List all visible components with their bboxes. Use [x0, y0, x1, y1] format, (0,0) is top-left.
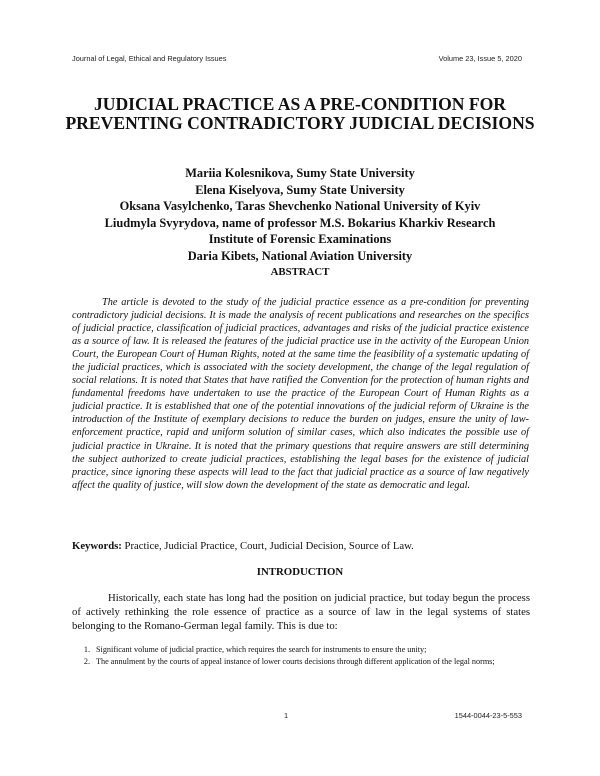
- list-text: The annulment by the courts of appeal instance of lower courts decisions through different application of the legal norms;: [96, 656, 495, 666]
- author-line: Elena Kiselyova, Sumy State University: [195, 182, 405, 197]
- author-line: Liudmyla Svyrydova, name of professor M.S. Bokarius Kharkiv Research: [104, 215, 496, 230]
- keywords-text: Practice, Judicial Practice, Court, Judicial Decision, Source of Law.: [121, 540, 414, 552]
- list-number: 2.: [83, 656, 90, 666]
- paper-title: JUDICIAL PRACTICE AS A PRE-CONDITION FOR PREVENTING CONTRADICTORY JUDICIAL DECISIONS: [65, 94, 535, 133]
- keywords-label: Keywords:: [72, 540, 122, 552]
- list-number: 1.: [83, 645, 90, 654]
- keywords: [72, 540, 529, 552]
- introduction-heading: INTRODUCTION: [256, 566, 344, 578]
- author-list: [60, 165, 540, 265]
- list-text: Significant volume of judicial practice, which requires the search for instruments to ensure the unity;: [96, 645, 427, 654]
- author-line: Mariia Kolesnikova, Sumy State University: [185, 166, 415, 180]
- article-id: 1544-0044-23-5-553: [454, 711, 522, 720]
- volume-issue: Volume 23, Issue 5, 2020: [438, 54, 522, 63]
- running-header: [72, 54, 522, 63]
- journal-name: Journal of Legal, Ethical and Regulatory Issues: [72, 54, 227, 63]
- introduction-text: Historically, each state has long had the position on judicial practice, but today begun the process of actively rethinking the role essence of practice as a source of law in the legal systems of states belonging to the Romano-German legal family. This is due to:: [72, 592, 530, 632]
- author-line: Oksana Vasylchenko, Taras Shevchenko National University of Kyiv: [119, 199, 481, 214]
- page-number: 1: [284, 711, 289, 720]
- abstract-text: The article is devoted to the study of the judicial practice essence as a pre-condition for preventing contradictory judicial decisions. It is made the analysis of recent publications and researches on the specifics of judicial practice, classification of judicial practices, advantages and risks of the judicial practice existence as a source of law. It is released the features of the judicial practice use in the activity of the European Union Court, the European Court of Human Rights, noted at the same time the feasibility of a systematic updating of the judicial practices, which is associated with the society development, the change of the legal regulation of social relations. It is noted that States that have ratified the Convention for the protection of human rights and fundamental freedoms have undertaken to use the practice of the European Court of Human Rights as a judicial practice. It is established that one of the potential innovations of the judicial reform of Ukraine is the introduction of the Institute of exemplary decisions to reduce the burden on judges, ensure the unity of law-enforcement practice, rapid and uniform solution of similar cases, which also indicates the possible use of judicial practice in Ukraine. It is noted that the primary questions that require answers are still determining the subject authorized to create judicial practices, establishing the legal bases for the existence of judicial practice, since ignoring these aspects will lead to the fact that judicial practice as a source of law negatively affect the quality of justice, will slow down the development of the state as democratic and legal.: [72, 297, 529, 491]
- abstract-heading: ABSTRACT: [270, 266, 330, 278]
- list-item: [72, 645, 528, 655]
- author-line: Daria Kibets, National Aviation University: [187, 248, 413, 263]
- author-line: Institute of Forensic Examinations: [208, 232, 392, 247]
- list-item: [72, 657, 528, 667]
- reasons-list: [72, 645, 528, 668]
